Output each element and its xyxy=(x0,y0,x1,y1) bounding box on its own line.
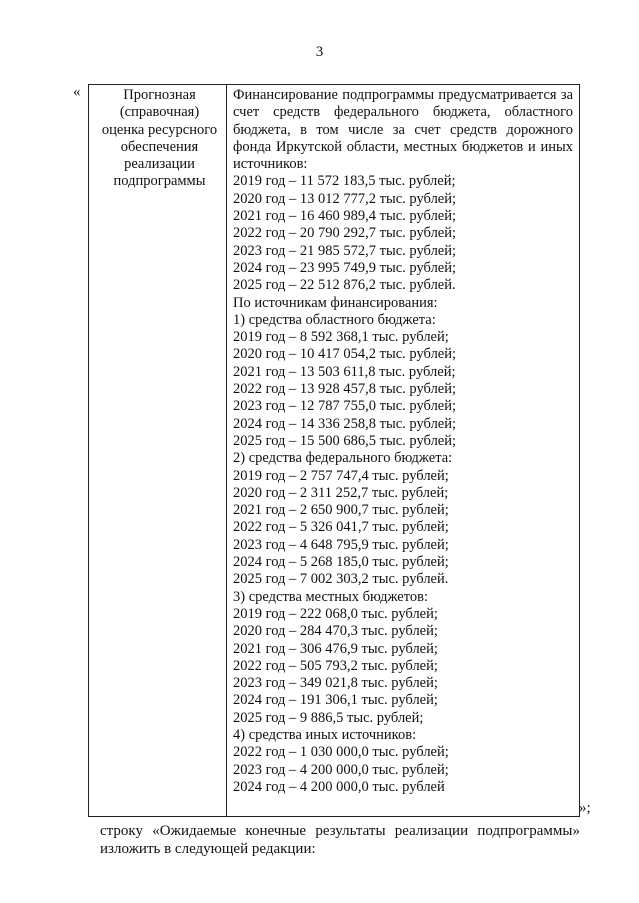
funding-intro: Финансирование подпрограммы предусматривается за счет средств федерального бюджета, областного бюджета, в том числе за счет средств дорожного фонда Иркутской области, местных бюджетов и иных источников: xyxy=(233,87,573,173)
source-other xyxy=(233,727,573,796)
by-sources-label: По источникам финансирования: xyxy=(233,294,438,311)
close-quote: »; xyxy=(579,800,591,816)
list-item: 2019 год – 222 068,0 тыс. рублей; xyxy=(233,605,438,622)
total-line-2023: 2023 год – 21 985 572,7 тыс. рублей; xyxy=(233,242,457,259)
list-item: 2019 год – 8 592 368,1 тыс. рублей; xyxy=(233,329,449,346)
total-line-2022: 2022 год – 20 790 292,7 тыс. рублей; xyxy=(233,225,457,242)
list-item: 2024 год – 191 306,1 тыс. рублей; xyxy=(233,692,438,709)
footer-paragraph xyxy=(72,822,580,858)
source-title: 4) средства иных источников: xyxy=(233,726,417,743)
list-item: 2020 год – 284 470,3 тыс. рублей; xyxy=(233,623,438,640)
table-row xyxy=(89,85,580,817)
list-item: 2023 год – 4 200 000,0 тыс. рублей; xyxy=(233,761,449,778)
list-item: 2021 год – 13 503 611,8 тыс. рублей; xyxy=(233,363,456,380)
source-regional-budget xyxy=(233,312,573,450)
row-header-text: Прогнозная (справочная) оценка ресурсного обеспечения реализации подпрограммы xyxy=(101,87,218,190)
list-item: 2024 год – 5 268 185,0 тыс. рублей; xyxy=(233,554,449,571)
list-item: 2022 год – 5 326 041,7 тыс. рублей; xyxy=(233,519,449,536)
list-item: 2020 год – 10 417 054,2 тыс. рублей; xyxy=(233,346,457,363)
total-line-2019: 2019 год – 11 572 183,5 тыс. рублей; xyxy=(233,173,456,190)
list-item: 2020 год – 2 311 252,7 тыс. рублей; xyxy=(233,484,449,501)
footer-text: строку «Ожидаемые конечные результаты реализации подпрограммы» изложить в следующей редакции: xyxy=(100,823,580,857)
source-title: 1) средства областного бюджета: xyxy=(233,311,436,328)
total-funding-list xyxy=(233,173,573,294)
source-title: 2) средства федерального бюджета: xyxy=(233,450,453,467)
list-item: 2021 год – 2 650 900,7 тыс. рублей; xyxy=(233,502,449,519)
list-item: 2019 год – 2 757 747,4 тыс. рублей; xyxy=(233,467,449,484)
source-federal-budget xyxy=(233,450,573,588)
list-item: 2022 год – 505 793,2 тыс. рублей; xyxy=(233,657,438,674)
row-content-cell xyxy=(227,85,580,817)
list-item: 2022 год – 13 928 457,8 тыс. рублей; xyxy=(233,381,457,398)
list-item: 2024 год – 4 200 000,0 тыс. рублей xyxy=(233,778,445,795)
row-header-cell xyxy=(89,85,227,817)
total-line-2025: 2025 год – 22 512 876,2 тыс. рублей. xyxy=(233,277,456,294)
passport-table xyxy=(88,84,580,817)
open-quote: « xyxy=(73,84,81,100)
source-title: 3) средства местных бюджетов: xyxy=(233,588,429,605)
total-line-2020: 2020 год – 13 012 777,2 тыс. рублей; xyxy=(233,190,457,207)
list-item: 2024 год – 14 336 258,8 тыс. рублей; xyxy=(233,415,457,432)
page-number: 3 xyxy=(315,44,324,60)
total-line-2024: 2024 год – 23 995 749,9 тыс. рублей; xyxy=(233,259,457,276)
list-item: 2022 год – 1 030 000,0 тыс. рублей; xyxy=(233,744,449,761)
list-item: 2023 год – 12 787 755,0 тыс. рублей; xyxy=(233,398,457,415)
total-line-2021: 2021 год – 16 460 989,4 тыс. рублей; xyxy=(233,208,457,225)
list-item: 2025 год – 15 500 686,5 тыс. рублей; xyxy=(233,432,457,449)
list-item: 2023 год – 4 648 795,9 тыс. рублей; xyxy=(233,536,449,553)
list-item: 2023 год – 349 021,8 тыс. рублей; xyxy=(233,675,438,692)
list-item: 2021 год – 306 476,9 тыс. рублей; xyxy=(233,640,438,657)
list-item: 2025 год – 9 886,5 тыс. рублей; xyxy=(233,709,424,726)
source-local-budgets xyxy=(233,589,573,727)
list-item: 2025 год – 7 002 303,2 тыс. рублей. xyxy=(233,571,449,588)
